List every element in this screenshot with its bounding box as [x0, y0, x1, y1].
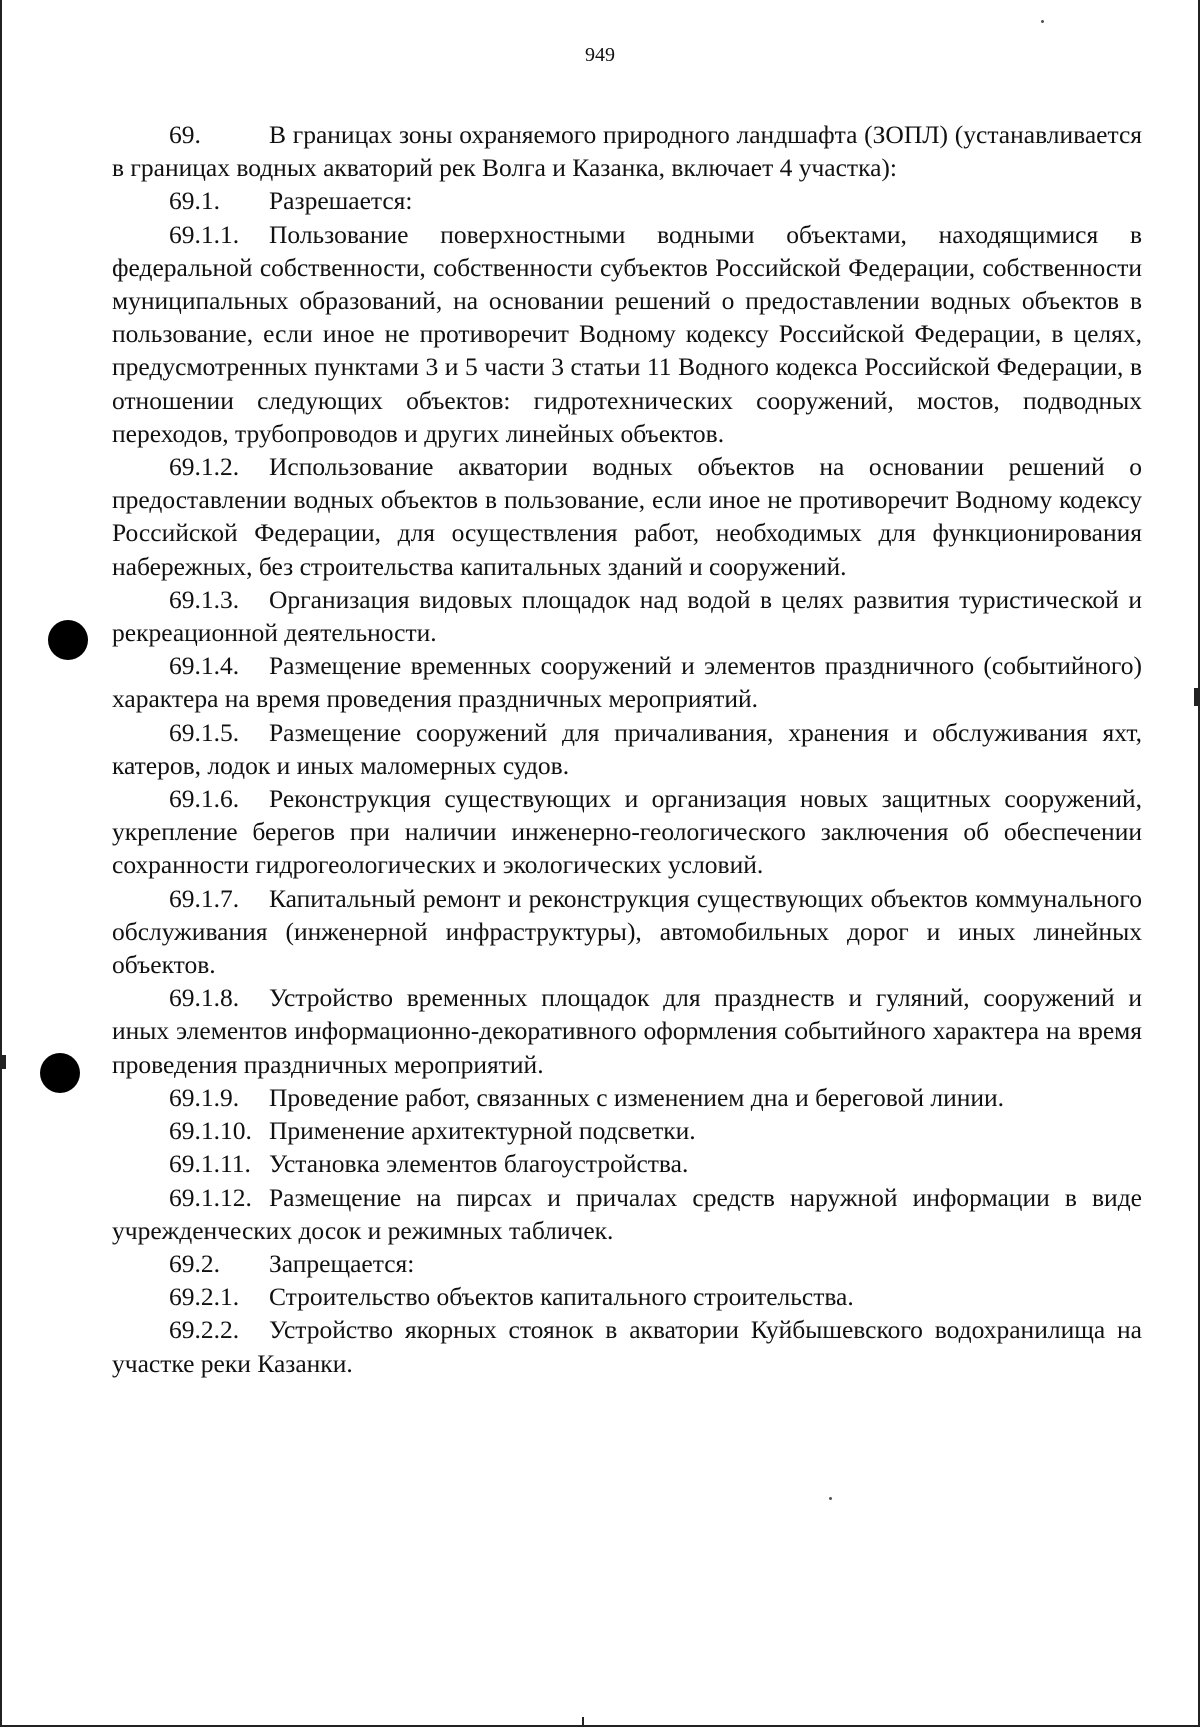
scan-edge-mark — [1194, 688, 1200, 706]
page-number: 949 — [585, 44, 615, 66]
paragraph-69-1-10 — [112, 1114, 1142, 1147]
paragraph-number: 69.1.7. — [169, 883, 240, 913]
paragraph-text: Устройство якорных стоянок в акватории Куйбышевского водохранилища на участке реки Казанки. — [112, 1315, 1142, 1378]
document-body — [112, 118, 1142, 1380]
paragraph-number: 69.1.1. — [169, 219, 240, 249]
paragraph-text: Строительство объектов капитального строительства. — [269, 1282, 854, 1312]
paragraph-number: 69. — [169, 120, 201, 149]
paragraph-text: Проведение работ, связанных с изменением дна и береговой линии. — [269, 1082, 1005, 1112]
paragraph-number: 69.2.2. — [169, 1315, 240, 1345]
paragraph-text: Размещение временных сооружений и элементов праздничного (событийного) характера на время проведения праздничных мероприятий. — [112, 651, 1142, 714]
paragraph-text: Организация видовых площадок над водой в целях развития туристической и рекреационной деятельности. — [112, 584, 1142, 648]
paragraph-number: 69.1.2. — [169, 452, 240, 482]
paragraph-number: 69.1.3. — [169, 584, 240, 614]
paragraph-text: Использование акватории водных объектов на основании решений о предоставлении водных объектов в пользование, если иное не противоречит Водному кодексу Российской Федерации, для осуществления работ, необходимых для функционирования набережных, без строительства капитальных зданий и сооружений. — [112, 452, 1142, 581]
scan-edge-mark — [0, 1055, 6, 1069]
paragraph-69-1 — [112, 184, 1142, 217]
paragraph-69-1-6 — [112, 782, 1142, 882]
paragraph-69-1-11 — [112, 1147, 1142, 1180]
paragraph-text: Применение архитектурной подсветки. — [269, 1116, 696, 1146]
paragraph-69-2 — [112, 1247, 1142, 1280]
scan-edge-mark — [582, 1717, 584, 1725]
paragraph-text: В границах зоны охраняемого природного ландшафта (ЗОПЛ) (устанавливается в границах водных акваторий рек Волга и Казанка, включает 4 участка): — [112, 120, 1142, 183]
scan-speck — [829, 1497, 832, 1500]
paragraph-69-1-8 — [112, 981, 1142, 1081]
paragraph-number: 69.2.1. — [169, 1282, 240, 1312]
paragraph-text: Капитальный ремонт и реконструкция существующих объектов коммунального обслуживания (инженерной инфраструктуры), автомобильных дорог и иных линейных объектов. — [112, 883, 1142, 980]
paragraph-number: 69.1.12. — [169, 1182, 252, 1212]
paragraph-69 — [112, 118, 1142, 184]
paragraph-69-1-4 — [112, 649, 1142, 715]
paragraph-text: Размещение сооружений для причаливания, хранения и обслуживания яхт, катеров, лодок и иных маломерных судов. — [112, 717, 1142, 780]
paragraph-text: Установка элементов благоустройства. — [269, 1149, 689, 1179]
paragraph-text: Устройство временных площадок для празднеств и гуляний, сооружений и иных элементов информационно-декоративного оформления событийного характера на время проведения праздничных мероприятий. — [112, 983, 1142, 1079]
paragraph-number: 69.2. — [169, 1248, 220, 1278]
paragraph-text: Размещение на пирсах и причалах средств наружной информации в виде учрежденческих досок и режимных табличек. — [112, 1182, 1142, 1245]
paragraph-number: 69.1.5. — [169, 717, 240, 747]
paragraph-text: Пользование поверхностными водными объектами, находящимися в федеральной собственности, собственности субъектов Российской Федерации, собственности муниципальных образований, на основании решений о предоставлении водных объектов в пользование, если иное не противоречит Водному кодексу Российской Федерации, в целях, предусмотренных пунктами 3 и 5 части 3 статьи 11 Водного кодекса Российской Федерации, в отношении следующих объектов: гидротехнических сооружений, мостов, подводных переходов, трубопроводов и других линейных объектов. — [112, 219, 1142, 448]
paragraph-number: 69.1.11. — [169, 1149, 251, 1179]
paragraph-number: 69.1.8. — [169, 983, 240, 1013]
paragraph-69-2-2 — [112, 1313, 1142, 1379]
punch-hole — [48, 620, 88, 660]
scan-speck — [1041, 20, 1044, 23]
paragraph-69-1-3 — [112, 583, 1142, 649]
paragraph-text: Реконструкция существующих и организация новых защитных сооружений, укрепление берегов при наличии инженерно-геологического заключения об обеспечении сохранности гидрогеологических и экологических условий. — [112, 784, 1142, 880]
paragraph-69-1-7 — [112, 882, 1142, 982]
paragraph-69-1-9 — [112, 1081, 1142, 1114]
paragraph-69-2-1 — [112, 1280, 1142, 1313]
paragraph-69-1-5 — [112, 716, 1142, 782]
paragraph-number: 69.1. — [169, 186, 220, 216]
paragraph-text: Запрещается: — [269, 1248, 415, 1278]
paragraph-text: Разрешается: — [269, 186, 413, 216]
punch-hole — [40, 1053, 80, 1093]
paragraph-69-1-2 — [112, 450, 1142, 583]
paragraph-69-1-1 — [112, 218, 1142, 450]
paragraph-69-1-12 — [112, 1181, 1142, 1247]
paragraph-number: 69.1.6. — [169, 784, 240, 814]
paragraph-number: 69.1.4. — [169, 651, 240, 681]
paragraph-number: 69.1.9. — [169, 1082, 240, 1112]
paragraph-number: 69.1.10. — [169, 1116, 252, 1146]
